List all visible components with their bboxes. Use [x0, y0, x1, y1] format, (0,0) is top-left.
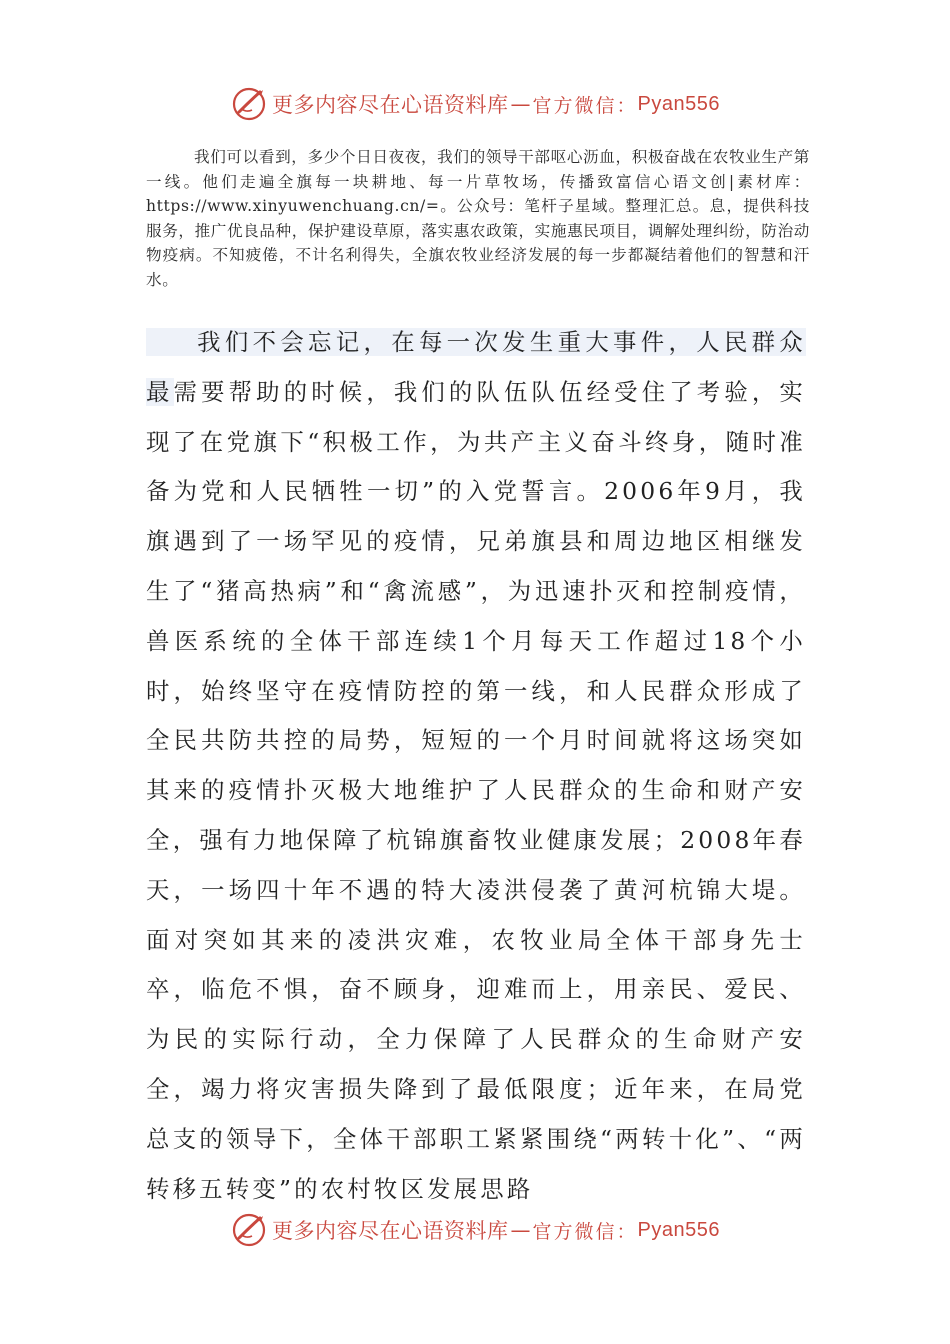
footer-wechat-label: 官方微信：: [532, 1220, 638, 1243]
header-dash: —: [510, 92, 531, 116]
header-slogan: 更多内容尽在心语资料库: [272, 93, 509, 117]
intro-text: 我们可以看到，多少个日日夜夜，我们的领导干部呕心沥血，积极奋战在农牧业生产第一线。他们走遍全旗每一块耕地、每一片草牧场，传播致富信心语文创|素材库：https://www.xinyuwenchuang.cn/=。公众号：笔杆子星域。整理汇总。息，提供科技服务，推广优良品种，保护建设草原，落实惠农政策，实施惠民项目，调解处理纠纷，防治动物疫病。不知疲倦，不计名利得失，全旗农牧业经济发展的每一步都凝结着他们的智慧和汗水。: [146, 148, 810, 289]
header-banner: [0, 82, 950, 126]
body-rest-text: 需要帮助的时候，我们的队伍队伍经受住了考验，实现了在党旗下“积极工作，为共产主义奋斗终身，随时准备为党和人民牺牲一切”的入党誓言。2006年9月，我旗遇到了一场罕见的疫情，兄弟旗县和周边地区相继发生了“猪高热病”和“禽流感”，为迅速扑灭和控制疫情，兽医系统的全体干部连续1个月每天工作超过18个小时，始终坚守在疫情防控的第一线，和人民群众形成了全民共防共控的局势，短短的一个月时间就将这场突如其来的疫情扑灭极大地维护了人民群众的生命和财产安全，强有力地保障了杭锦旗畜牧业健康发展；2008年春天，一场四十年不遇的特大凌洪侵袭了黄河杭锦大堤。面对突如其来的凌洪灾难，农牧业局全体干部身先士卒，临危不惧，奋不顾身，迎难而上，用亲民、爱民、为民的实际行动，全力保障了人民群众的生命财产安全，竭力将灾害损失降到了最低限度；近年来，在局党总支的领导下，全体干部职工紧紧围绕“两转十化”、“两转移五转变”的农村牧区发展思路: [146, 377, 806, 1203]
pen-logo-icon: [230, 1211, 268, 1249]
body-first-line-text: 我们不会忘记，在每一次发生重大事件，人民群众最: [146, 328, 806, 406]
header-wechat-id: Pyan556: [637, 92, 720, 115]
footer-dash: —: [510, 1218, 531, 1242]
pen-logo-icon: [230, 85, 268, 123]
footer-banner: [0, 1208, 950, 1252]
footer-wechat-id: Pyan556: [637, 1218, 720, 1241]
footer-slogan: 更多内容尽在心语资料库: [272, 1219, 509, 1243]
body-paragraph: [146, 318, 806, 1214]
header-wechat-label: 官方微信：: [532, 94, 638, 117]
intro-paragraph: [146, 145, 810, 292]
